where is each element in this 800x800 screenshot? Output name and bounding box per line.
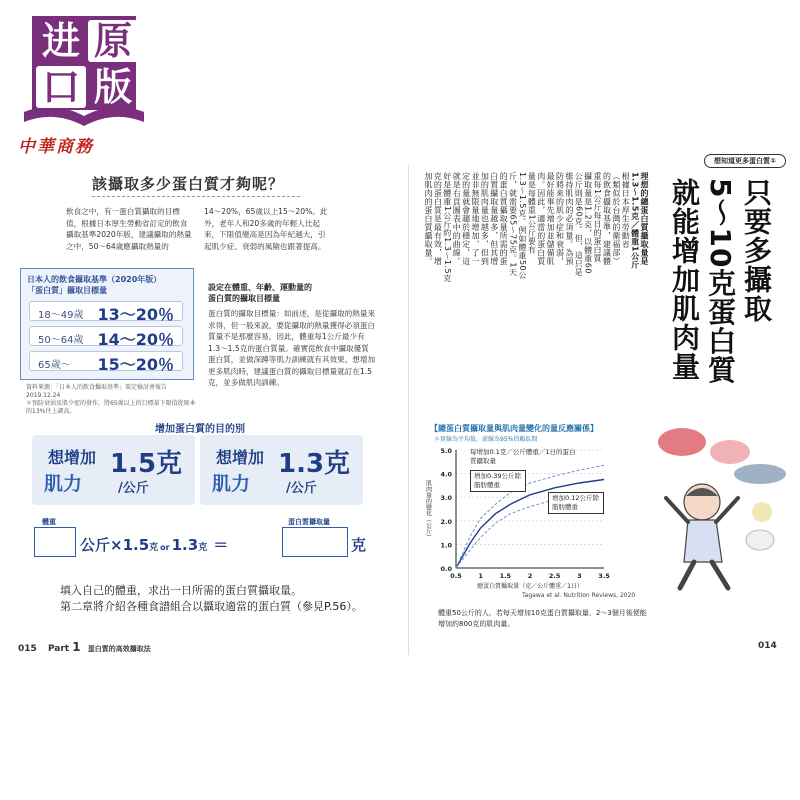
fill-instruction: 填入自己的體重，求出一日所需的蛋白質攝取量。 第二章將介紹各種食譜組合以攝取適當的蛋白質（參見P.56）。	[60, 584, 363, 613]
target-row: 65歲～ 15～20％	[29, 351, 183, 371]
body-column: 定的量就會趨於穩定，這	[461, 172, 471, 266]
purpose-card: 想增加 肌力 1.3克 /公斤	[200, 435, 363, 505]
x-tick-label: 1	[478, 572, 483, 580]
target-footnote: ＊預防衰弱及肌少症的發作，將65歲以上的目標量下限值從原本的13%往上調高。	[26, 400, 196, 415]
weight-input-box[interactable]	[34, 527, 76, 557]
tofu-icon	[746, 530, 774, 550]
body-column: 加肌肉的蛋白質攝取量。	[424, 172, 434, 266]
salmon-icon	[710, 440, 750, 464]
main-title-col: 就能增加肌肉量	[668, 178, 701, 381]
body-column: 公斤則是60克。但，這只是	[574, 172, 584, 277]
body-column: （類似於台灣的衛福部）	[611, 172, 621, 266]
left-footer: 015 Part 1 蛋白質的高效攝取法	[18, 640, 151, 654]
main-title-col: 5～10克蛋白質	[704, 178, 737, 385]
logo	[18, 12, 150, 134]
body-column: 1.3～1.5克／體重1公斤	[630, 172, 640, 269]
body-column: 加的肌肉量也越多，但到	[480, 172, 490, 266]
body-column: 理想的總蛋白質攝取量是	[640, 172, 649, 266]
logo-char: 版	[93, 64, 132, 109]
y-tick-label: 2.0	[440, 517, 452, 526]
meat-icon	[658, 428, 706, 456]
body-column: 維持肌肉的必須量。為預	[564, 172, 574, 266]
body-column: 克的蛋白質是最有效，增	[433, 172, 443, 266]
workout-illustration	[610, 422, 794, 592]
main-title-col: 只要多攝取	[740, 178, 773, 323]
x-axis-label: 總蛋白質攝取量（克／公斤體重／1日）	[477, 583, 583, 590]
publisher-mark: 中華商務	[18, 137, 94, 157]
chart-note: 體重50公斤的人，若每天增加10克蛋白質攝取量，2～3個月後便能增加約800克的肌肉量。	[438, 609, 647, 628]
x-tick-label: 1.5	[499, 572, 512, 580]
body-column: 1.3～1.5克。例如體重50公	[517, 172, 527, 280]
chart-citation: Tagawa et al. Nutrition Reviews, 2020	[522, 592, 636, 599]
body-column: 就是右頁圖表中的曲線。	[452, 172, 462, 266]
x-tick-label: 2	[527, 572, 533, 580]
body-column: 的飲食攝取基準，建議體	[602, 172, 612, 266]
y-tick-label: 5.0	[440, 447, 452, 455]
logo-char: 口	[36, 66, 86, 108]
x-tick-label: 0.5	[450, 572, 462, 580]
chart-subtitle: ＊實線為平均值，虛線為95%信賴區間	[434, 436, 538, 443]
intro-text-right: 14～20%，65歲以上15～20%。此外，老年人和20多歲的年輕人比起來，下限值變高是因為年紀越大，引起肌少症、衰弱的風險也跟著提高。	[204, 207, 328, 251]
result-input-box[interactable]	[282, 527, 348, 557]
body-column: 根據日本厚生勞動省	[621, 172, 631, 249]
formula-unit: 克	[351, 536, 367, 554]
page-number: 015	[18, 644, 37, 654]
page-gutter	[408, 165, 409, 655]
target-source: 資料來源：「日本人的飲食攝取基準」策定檢討會報告 2019.12.24	[26, 384, 168, 399]
result-label: 蛋白質攝取量	[288, 518, 330, 526]
setting-body: 蛋白質的攝取目標量：如前述，是從攝取的熱量來求得，但一般來說，要從攝取的熱量獲得必須蛋白質量不是那麼容易，因此，體重每1公斤最少有1.3～1.5克的蛋白質量。確實從飲食中攝取優質蛋白質，並做深蹲等肌力訓練就有其效果。想增加更多肌肉時，建議蛋白質的攝取目標量就訂在1.5克，並多做肌肉訓練。	[208, 309, 376, 387]
logo-char: 原	[88, 20, 138, 62]
chart-annotation-1: 增加0.39公斤除脂肪體重	[470, 470, 526, 492]
body-column: 並非無限量地增加，了一	[470, 172, 480, 266]
target-row: 50～64歲 14～20％	[29, 326, 183, 346]
logo-char: 进	[41, 18, 80, 63]
body-column: 防將來的肌少症和衰弱，	[555, 172, 565, 266]
chart-title: 【總蛋白質攝取量與肌肉量變化的量反應關係】	[430, 424, 598, 433]
body-column: 斤，就需要65～75克。1天	[508, 172, 518, 277]
formula-part1: 公斤×1.5克 or 1.3克 ＝	[80, 536, 229, 554]
weight-label: 體重	[42, 518, 56, 526]
protein-target-table	[20, 268, 194, 380]
setting-heading: 設定在體重、年齡、運動量的 蛋白質的攝取目標量	[208, 283, 312, 303]
right-footer-page-number: 014	[758, 641, 777, 651]
x-tick-label: 3.5	[598, 572, 610, 580]
target-table-title: 日本人的飲食攝取基準（2020年版） 「蛋白質」攝取目標量	[27, 275, 162, 295]
x-tick-label: 3	[577, 572, 582, 580]
y-axis-label: 肌肉量的變化（公斤）	[424, 480, 432, 540]
body-column: 重每1公斤每日的蛋白質	[593, 172, 603, 263]
y-tick-label: 0.0	[440, 565, 452, 573]
intro-text-left: 飲食之中，有一蛋白質攝取的目標值，根據日本厚生勞動省訂定的飲食攝取基準2020年版，建議攝取的熱量之中，50～64歲應攝取熱量的	[66, 207, 192, 251]
left-page-title: 該攝取多少蛋白質才夠呢？	[92, 173, 300, 197]
body-column: 攝取量是1.2克，以體重60	[583, 172, 593, 274]
x-tick-label: 2.5	[548, 572, 561, 580]
body-column: 的蛋白質攝取量所需的蛋	[499, 172, 509, 266]
y-tick-label: 3.0	[440, 494, 452, 503]
body-column: 最好能事先增加並儲備肌	[546, 172, 556, 266]
body-column: 白質攝取量越多，但其增	[489, 172, 499, 266]
body-column: 好是體重1公斤約1.3～1.5克	[442, 172, 452, 283]
fish-icon	[734, 464, 786, 484]
egg-icon	[752, 502, 772, 522]
purpose-title: 增加蛋白質的目的別	[155, 424, 245, 435]
body-column: 量是每體重1公斤要有	[527, 172, 537, 255]
body-column: 肉。因此，適當的蛋白質	[536, 172, 546, 266]
target-row: 18～49歲 13～20％	[29, 301, 183, 321]
chart-annotation-top: 每增加0.1克／公斤體重／1日的蛋白質攝取量	[470, 448, 576, 465]
y-tick-label: 1.0	[440, 541, 452, 550]
chart-annotation-2: 增加0.12公斤除脂肪體重	[548, 492, 604, 514]
right-body-text	[424, 172, 650, 412]
section-badge: 想知道更多蛋白質①	[704, 154, 786, 168]
y-tick-label: 4.0	[440, 470, 452, 479]
purpose-card: 想增加 肌力 1.5克 /公斤	[32, 435, 195, 505]
